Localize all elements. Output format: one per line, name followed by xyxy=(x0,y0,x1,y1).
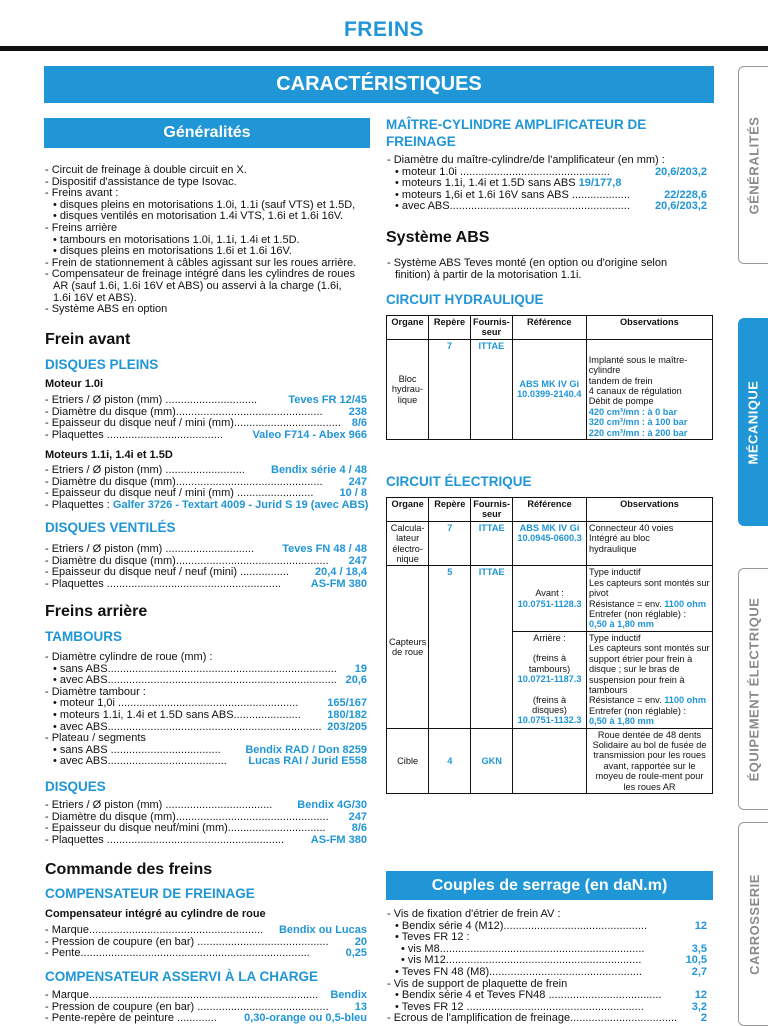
col-header: Fournis-seur xyxy=(471,316,513,340)
spec-row: - Epaisseur du disque neuf / mini (mm) ......................... 10 / 8 xyxy=(45,488,367,500)
spec-row: - Diamètre du disque (mm).................................................. 247 xyxy=(45,555,367,567)
tab-generalites-label: GÉNÉRALITÉS xyxy=(746,116,762,214)
disques-ventiles-specs xyxy=(45,544,367,590)
table-row xyxy=(387,728,713,793)
cell-reference: ABS MK IV Gi 10.0399-2140.4 xyxy=(512,339,586,439)
compensateur-specs xyxy=(45,925,367,960)
header-rule xyxy=(0,46,768,51)
col-header: Observations xyxy=(586,316,712,340)
spec-row: • Bendix série 4 (M12)............................................... 12 xyxy=(395,920,707,932)
disques-arriere-specs xyxy=(45,800,367,846)
compensateur-heading: COMPENSATEUR DE FREINAGE xyxy=(45,886,255,901)
freins-arriere-heading: Freins arrière xyxy=(45,603,148,620)
couples-heading: Couples de serrage (en daN.m) xyxy=(386,871,713,900)
spec-row: • moteurs 1.1i, 1.4i et 1.5D sans ABS 19/177,8 xyxy=(395,177,622,190)
moteurs-11-heading: Moteurs 1.1i, 1.4i et 1.5D xyxy=(45,449,173,461)
disques-ventiles-heading: DISQUES VENTILÉS xyxy=(45,520,176,535)
spec-row: • moteur 1,0i ........................................................... 165/167 xyxy=(53,698,367,710)
tab-mecanique[interactable] xyxy=(738,318,768,526)
spec-row: • moteurs 1,6i et 1.6i 16V sans ABS ................... 22/228,6 xyxy=(395,189,707,201)
tambours-heading: TAMBOURS xyxy=(45,629,122,644)
spec-row: - Diamètre tambour : xyxy=(45,685,146,698)
gen-line: • disques pleins en motorisations 1.6i et 1.6i 16V. xyxy=(53,245,292,258)
cell-observations: Type inductif Les capteurs sont montés sur support étrier pour frein à disque ; sur le bras de suspension pour frein à tambours Résistance = env. 1100 ohm Entrefer (non réglable) : 0,50 à 1,80 mm xyxy=(587,631,713,728)
tab-equipement-electrique[interactable] xyxy=(738,568,768,810)
cell-reference: Avant : 10.0751-1128.3 xyxy=(513,566,587,631)
spec-row: - Plateau / segments xyxy=(45,732,146,745)
cell-fournisseur: ITTAE xyxy=(471,339,513,439)
moteur-10i-heading: Moteur 1.0i xyxy=(45,378,104,390)
spec-row: - Epaisseur du disque neuf / mini (mm)................................... 8/6 xyxy=(45,418,367,430)
generalites-heading: Généralités xyxy=(44,118,370,148)
spec-row: - Plaquettes : Galfer 3726 - Textart 4009 - Jurid S 19 (avec ABS) xyxy=(45,498,369,511)
cell-organe: Capteurs de roue xyxy=(387,566,429,728)
cell-repere: 7 xyxy=(429,339,471,439)
gen-line: - Frein de stationnement à câbles agissant sur les roues arrière. xyxy=(45,256,357,269)
table-header-row xyxy=(387,316,713,340)
spec-row: • avec ABS...................................................................... 203/205 xyxy=(53,721,367,733)
tab-carrosserie[interactable] xyxy=(738,822,768,1026)
cell-organe: Cible xyxy=(387,728,429,793)
spec-row: - Pente-repère de peinture ............. 0,30-orange ou 0,5-bleu xyxy=(45,1013,367,1025)
gen-line: • tambours en motorisations 1.0i, 1.1i, 1.4i et 1.5D. xyxy=(53,233,300,246)
spec-row: • Teves FR 12 .......................................................... 3,2 xyxy=(395,1001,707,1013)
col-header: Observations xyxy=(587,498,713,522)
spec-row: - Epaisseur du disque neuf/mini (mm)................................ 8/6 xyxy=(45,823,367,835)
spec-row: - Diamètre du disque (mm).................................................. 247 xyxy=(45,811,367,823)
gen-line: AR (sauf 1.6i, 1.6i 16V et ABS) ou asservi à la charge (1.6i, xyxy=(53,279,342,292)
cell-organe: Bloc hydrau-lique xyxy=(387,339,429,439)
spec-row: - Diamètre du disque (mm)................................................ 238 xyxy=(45,406,367,418)
disques-arriere-heading: DISQUES xyxy=(45,779,106,794)
maitre-cylindre-heading: MAÎTRE-CYLINDRE AMPLIFICATEUR DE FREINAGE xyxy=(386,117,647,149)
col-header: Référence xyxy=(512,316,586,340)
cell-repere: 4 xyxy=(429,728,471,793)
spec-row: - Plaquettes ...................................... Valeo F714 - Abex 966 xyxy=(45,429,367,441)
tambours-specs xyxy=(45,652,367,768)
frein-avant-heading: Frein avant xyxy=(45,331,131,348)
cell-observations: Type inductif Les capteurs sont montés sur pivot Résistance = env. 1100 ohm Entrefer (non réglable) : 0,50 à 1,80 mm xyxy=(587,566,713,631)
spec-row: • vis M12................................................................ 10,5 xyxy=(401,955,707,967)
col-header: Organe xyxy=(387,498,429,522)
spec-row: - Epaisseur du disque neuf / neuf (mini) ................ 20,4 / 18,4 xyxy=(45,567,367,579)
spec-row: • vis M8................................................................... 3,5 xyxy=(401,943,707,955)
abs-heading: Système ABS xyxy=(386,229,490,246)
spec-row: - Plaquettes ......................................................... AS-FM 380 xyxy=(45,578,367,590)
tab-carrosserie-label: CARROSSERIE xyxy=(746,873,762,975)
cell-reference xyxy=(513,728,587,793)
section-banner: CARACTÉRISTIQUES xyxy=(44,66,714,103)
moteurs-11-specs xyxy=(45,465,367,511)
hydraulique-table xyxy=(386,315,713,440)
col-header: Fournis-seur xyxy=(471,498,513,522)
spec-row: - Pression de coupure (en bar) ........................................... 20 xyxy=(45,936,367,948)
gen-line: 1.6i 16V et ABS). xyxy=(53,291,137,304)
spec-row: - Etriers / Ø piston (mm) ................................... Bendix 4G/30 xyxy=(45,800,367,811)
spec-row: • avec ABS....................................... Lucas RAI / Jurid E558 xyxy=(53,756,367,768)
circuit-electrique-heading: CIRCUIT ÉLECTRIQUE xyxy=(386,474,532,489)
cell-observations: Roue dentée de 48 dents Solidaire au bol de fusée de transmission pour les roues avant, rapportée sur le moyeu de roule-ment pour les roues AR xyxy=(587,728,713,793)
col-header: Référence xyxy=(513,498,587,522)
col-header: Repère xyxy=(429,316,471,340)
gen-line: - Freins avant : xyxy=(45,187,119,200)
table-row xyxy=(387,566,713,631)
abs-line: finition) à partir de la motorisation 1.1i. xyxy=(395,268,582,281)
cell-organe: Calcula-lateur électro-nique xyxy=(387,521,429,566)
spec-row: - Pente........................................................................... 0,25 xyxy=(45,948,367,960)
spec-row: - Ecrous de l'amplification de freinage................................... 2 xyxy=(387,1013,707,1025)
cell-repere: 5 xyxy=(429,566,471,728)
spec-row: - Etriers / Ø piston (mm) ............................. Teves FN 48 / 48 xyxy=(45,544,367,555)
tab-generalites[interactable] xyxy=(738,66,768,264)
generalites-list xyxy=(45,165,375,316)
spec-row: • Bendix série 4 et Teves FN48 ..................................... 12 xyxy=(395,990,707,1002)
gen-line: - Système ABS en option xyxy=(45,303,168,316)
spec-row: - Vis de support de plaquette de frein xyxy=(387,977,568,990)
asservi-specs xyxy=(45,990,367,1025)
spec-row: - Pression de coupure (en bar) ........................................... 13 xyxy=(45,1001,367,1013)
spec-row: - Plaquettes .......................................................... AS-FM 380 xyxy=(45,834,367,846)
spec-row: • avec ABS........................................................................... 20,6 xyxy=(53,675,367,687)
spec-row: - Marque......................................................... Bendix ou Lucas xyxy=(45,925,367,936)
spec-row: - Etriers / Ø piston (mm) .......................... Bendix série 4 / 48 xyxy=(45,465,367,476)
spec-row: - Diamètre du maître-cylindre/de l'amplificateur (en mm) : xyxy=(387,154,665,166)
table-header-row xyxy=(387,498,713,522)
asservi-heading: COMPENSATEUR ASSERVI À LA CHARGE xyxy=(45,969,319,984)
cell-fournisseur: ITTAE xyxy=(471,566,513,728)
moteur-10i-specs xyxy=(45,395,367,441)
circuit-hydraulique-heading: CIRCUIT HYDRAULIQUE xyxy=(386,292,544,307)
spec-row: - Diamètre cylindre de roue (mm) : xyxy=(45,651,213,663)
compensateur-subheading: Compensateur intégré au cylindre de roue xyxy=(45,908,266,920)
gen-line: - Compensateur de freinage intégré dans les cylindres de roues xyxy=(45,268,356,281)
col-header: Repère xyxy=(429,498,471,522)
disques-pleins-heading: DISQUES PLEINS xyxy=(45,357,159,372)
page-title: FREINS xyxy=(343,18,424,41)
maitre-cylindre-specs xyxy=(387,155,707,213)
gen-line: • disques ventilés en motorisation 1.4i VTS, 1.6i et 1.6i 16V. xyxy=(53,210,344,223)
spec-row: • sans ABS .................................... Bendix RAD / Don 8259 xyxy=(53,744,367,756)
spec-row: • avec ABS........................................................... 20,6/203,2 xyxy=(395,201,707,213)
col-header: Organe xyxy=(387,316,429,340)
cell-reference: ABS MK IV Gi 10.0945-0600.3 xyxy=(513,521,587,566)
spec-row: - Diamètre du disque (mm)................................................ 247 xyxy=(45,476,367,488)
tab-equipement-label: ÉQUIPEMENT ÉLECTRIQUE xyxy=(746,597,762,781)
abs-line: - Système ABS Teves monté (en option ou d'origine selon xyxy=(387,257,668,269)
gen-line: - Freins arrière xyxy=(45,221,118,234)
spec-row: - Etriers / Ø piston (mm) .............................. Teves FR 12/45 xyxy=(45,395,367,406)
table-row xyxy=(387,521,713,566)
spec-row: • Teves FN 48 (M8).................................................. 2,7 xyxy=(395,966,707,978)
abs-text xyxy=(387,258,707,281)
spec-row: • Teves FR 12 : xyxy=(395,931,470,944)
tab-mecanique-label: MÉCANIQUE xyxy=(745,380,761,464)
couples-specs xyxy=(387,909,707,1025)
cell-fournisseur: ITTAE xyxy=(471,521,513,566)
cell-reference: Arrière : (freins à tambours) 10.0721-1187.3 (freins à disques) 10.0751-1132.3 xyxy=(513,631,587,728)
cell-fournisseur: GKN xyxy=(471,728,513,793)
cell-observations: Implanté sous le maître-cylindre tandem de frein 4 canaux de régulation Débit de pompe 420 cm³/mn : à 0 bar 320 cm³/mn : à 100 bar 220 cm³/mn : à 200 bar xyxy=(586,339,712,439)
cell-observations: Connecteur 40 voies Intégré au bloc hydraulique xyxy=(587,521,713,566)
cell-repere: 7 xyxy=(429,521,471,566)
gen-line: - Circuit de freinage à double circuit en X. xyxy=(45,164,247,176)
commande-heading: Commande des freins xyxy=(45,861,213,878)
spec-row: - Marque........................................................................... Bendix xyxy=(45,990,367,1001)
spec-row: • moteurs 1.1i, 1.4i et 1.5D sans ABS...................... 180/182 xyxy=(53,709,367,721)
spec-row: - Vis de fixation d'étrier de frein AV : xyxy=(387,908,561,920)
electrique-table xyxy=(386,497,713,794)
gen-line: - Dispositif d'assistance de type Isovac. xyxy=(45,175,237,188)
gen-line: • disques pleins en motorisations 1.0i, 1.1i (sauf VTS) et 1.5D, xyxy=(53,198,356,211)
spec-row: • sans ABS........................................................................... 19 xyxy=(53,663,367,675)
table-row xyxy=(387,339,713,439)
spec-row: • moteur 1.0i ................................................. 20,6/203,2 xyxy=(395,166,707,178)
